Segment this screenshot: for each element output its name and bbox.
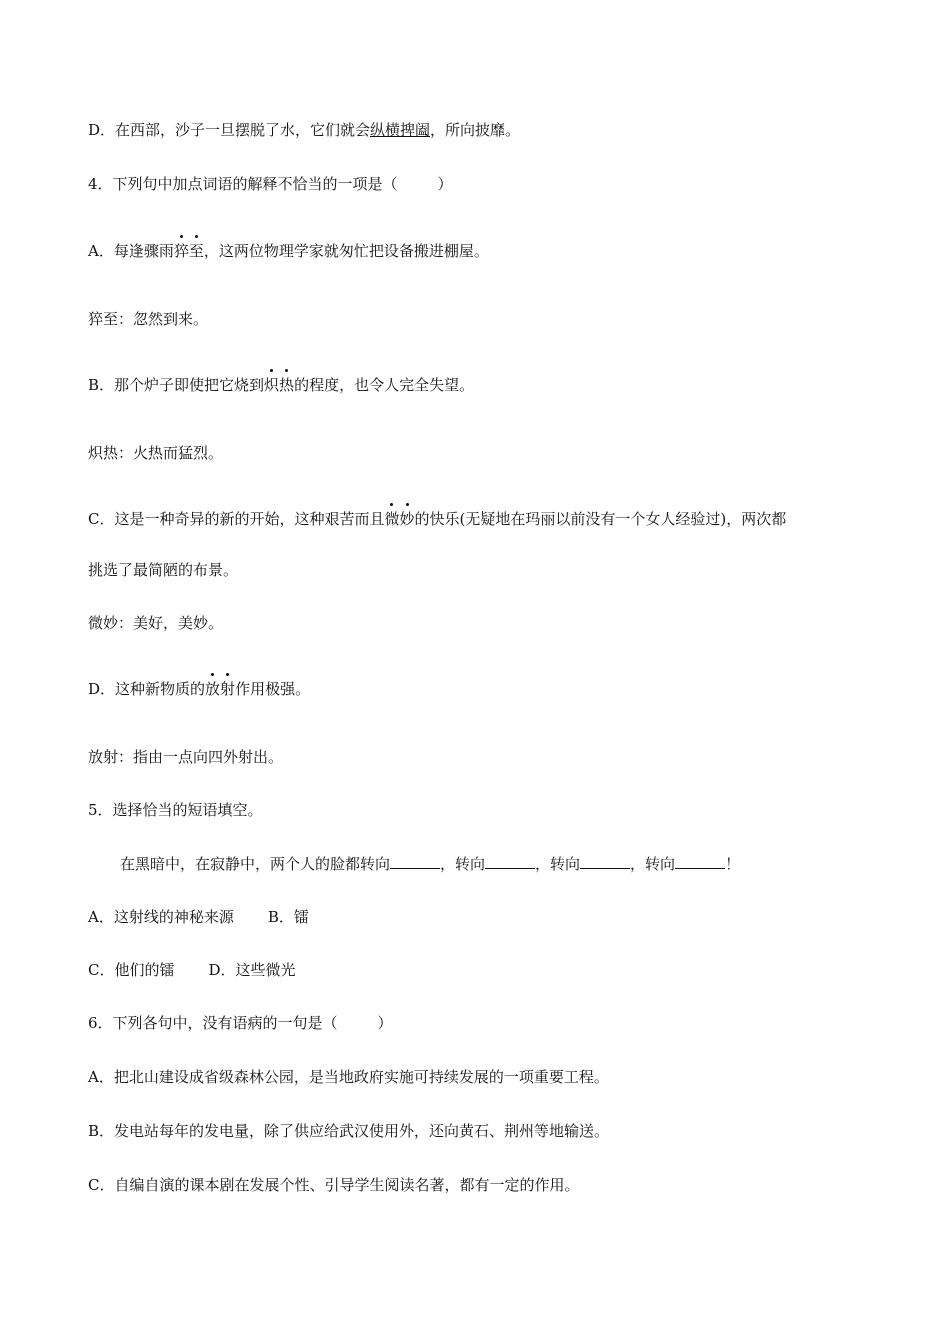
- q4-option-a: [88, 241, 489, 261]
- fill-blank-2[interactable]: [485, 854, 535, 869]
- q5-passage: [120, 854, 740, 874]
- paren-close: ）: [377, 1014, 393, 1032]
- dotted-char: 炽: [264, 376, 280, 394]
- q5-options-ab: [88, 907, 309, 927]
- fill-blank-1[interactable]: [390, 854, 440, 869]
- text: D．这种新物质的: [88, 680, 206, 698]
- text: D．在西部，沙子一旦摆脱了水，它们就会: [88, 121, 371, 139]
- text: C．这是一种奇异的新的开始，这种艰苦而且: [88, 510, 385, 528]
- q5-option-a: A．这射线的神秘来源: [88, 908, 234, 926]
- text: B．那个炉子即使把它烧到: [88, 376, 265, 394]
- text: ，所向披靡。: [430, 121, 521, 139]
- dotted-char: 微: [384, 510, 400, 528]
- text: 的程度，也令人完全失望。: [294, 376, 475, 394]
- q4-option-c-explanation: 微妙：美好，美妙。: [88, 614, 224, 632]
- text: ，转向: [630, 855, 676, 873]
- dotted-char: 射: [220, 680, 236, 698]
- text: 的快乐(无疑地在玛丽以前没有一个女人经验过)，两次都: [414, 510, 787, 528]
- text: A．每逢骤雨: [88, 242, 174, 260]
- fill-blank-4[interactable]: [675, 854, 725, 869]
- question-5: 5．选择恰当的短语填空。: [88, 801, 263, 819]
- text: ，转向: [440, 855, 486, 873]
- q6-option-a: A．把北山建设成省级森林公园，是当地政府实施可持续发展的一项重要工程。: [88, 1068, 609, 1086]
- dotted-char: 猝: [173, 242, 189, 260]
- q6-option-c: C．自编自演的课本剧在发展个性、引导学生阅读名著，都有一定的作用。: [88, 1176, 580, 1194]
- dotted-char: 至: [188, 242, 204, 260]
- question-text: 4．下列句中加点词语的解释不恰当的一项是（: [88, 175, 398, 193]
- q5-option-c: C．他们的镭: [88, 961, 175, 979]
- question-4: [88, 174, 453, 194]
- q4-option-a-explanation: 猝至：忽然到来。: [88, 310, 209, 328]
- q5-option-d: D．这些微光: [208, 961, 296, 979]
- underlined-idiom: 纵横捭阖: [370, 121, 431, 139]
- text: ！: [725, 855, 741, 873]
- q6-option-b: B．发电站每年的发电量，除了供应给武汉使用外，还向黄石、荆州等地输送。: [88, 1122, 610, 1140]
- option-d-line: [88, 120, 520, 140]
- q4-option-c: [88, 509, 786, 529]
- q4-option-c-continued: 挑选了最简陋的布景。: [88, 561, 239, 579]
- paren-close: ）: [437, 175, 453, 193]
- q4-option-b-explanation: 炽热：火热而猛烈。: [88, 444, 224, 462]
- dotted-char: 放: [205, 680, 221, 698]
- dotted-char: 妙: [399, 510, 415, 528]
- question-text: 6．下列各句中，没有语病的一句是（: [88, 1014, 338, 1032]
- q5-option-b: B．镭: [267, 908, 309, 926]
- question-6: [88, 1013, 393, 1033]
- text: 作用极强。: [235, 680, 311, 698]
- q4-option-d-explanation: 放射：指由一点向四外射出。: [88, 748, 284, 766]
- fill-blank-3[interactable]: [580, 854, 630, 869]
- q4-option-b: [88, 375, 474, 395]
- text: ，这两位物理学家就匆忙把设备搬进棚屋。: [203, 242, 489, 260]
- text: 在黑暗中，在寂静中，两个人的脸都转向: [120, 855, 391, 873]
- q4-option-d: [88, 679, 310, 699]
- text: ，转向: [535, 855, 581, 873]
- dotted-char: 热: [279, 376, 295, 394]
- q5-options-cd: [88, 960, 296, 980]
